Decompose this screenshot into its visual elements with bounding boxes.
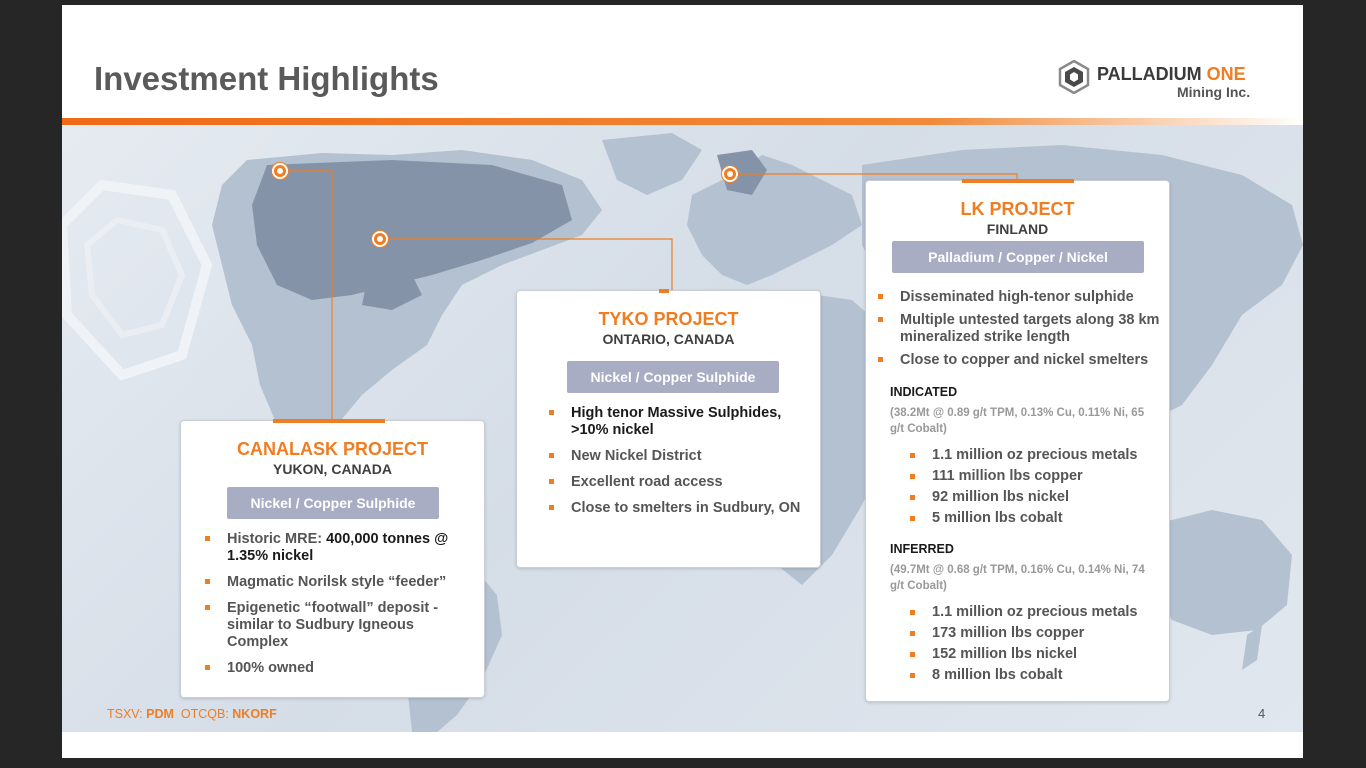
list-item: Epigenetic “footwall” deposit - similar to Sudbury Igneous Complex	[203, 600, 473, 651]
list-item: 5 million lbs cobalt	[908, 510, 1168, 527]
inferred-list	[908, 604, 1168, 688]
list-item: 152 million lbs nickel	[908, 646, 1168, 663]
indicated-label: INDICATED	[890, 385, 958, 399]
canalask-project-card	[180, 420, 485, 698]
slide-title: Investment Highlights	[94, 60, 439, 97]
card-location: ONTARIO, CANADA	[602, 331, 735, 347]
logo-wordmark: PALLADIUM ONE	[1097, 64, 1246, 84]
list-item: 1.1 million oz precious metals	[908, 447, 1168, 464]
list-item: 173 million lbs copper	[908, 625, 1168, 642]
list-item: 92 million lbs nickel	[908, 489, 1168, 506]
list-item: High tenor Massive Sulphides, >10% nickel	[547, 405, 809, 439]
card-title: CANALASK PROJECT	[236, 439, 428, 459]
list-item: 111 million lbs copper	[908, 468, 1168, 485]
list-item: 8 million lbs cobalt	[908, 667, 1168, 684]
commodity-pill: Nickel / Copper Sulphide	[567, 361, 779, 393]
commodity-pill: Nickel / Copper Sulphide	[227, 487, 439, 519]
card-title: LK PROJECT	[960, 199, 1075, 219]
list-item: 1.1 million oz precious metals	[908, 604, 1168, 621]
slide	[62, 5, 1303, 758]
list-item: Historic MRE: 400,000 tonnes @ 1.35% nickel	[203, 531, 473, 565]
canalask-bullets	[203, 531, 473, 686]
list-item: Close to copper and nickel smelters	[876, 352, 1166, 369]
card-accent-bar	[962, 179, 1074, 183]
logo-hexagon-icon	[1057, 60, 1091, 94]
commodity-pill: Palladium / Copper / Nickel	[892, 241, 1144, 273]
company-logo	[1057, 60, 1267, 110]
list-item: 100% owned	[203, 660, 473, 677]
ticker-footer: TSXV: PDM OTCQB: NKORF	[107, 707, 277, 721]
card-location: YUKON, CANADA	[273, 461, 392, 477]
card-accent-bar	[659, 289, 669, 293]
list-item: Magmatic Norilsk style “feeder”	[203, 574, 473, 591]
list-item: Disseminated high-tenor sulphide	[876, 289, 1166, 306]
list-item: Close to smelters in Sudbury, ON	[547, 500, 809, 517]
list-item: Excellent road access	[547, 474, 809, 491]
header-stripe	[62, 118, 1303, 125]
inferred-label: INFERRED	[890, 542, 954, 556]
logo-subtitle: Mining Inc.	[1177, 84, 1251, 100]
card-accent-bar	[273, 419, 385, 423]
lk-map-marker[interactable]	[722, 166, 738, 182]
canalask-map-marker[interactable]	[272, 163, 288, 179]
list-item: Multiple untested targets along 38 km mineralized strike length	[876, 312, 1166, 346]
indicated-note: (38.2Mt @ 0.89 g/t TPM, 0.13% Cu, 0.11% Ni, 65 g/t Cobalt)	[890, 407, 1145, 435]
page-number: 4	[1258, 706, 1266, 721]
list-item: New Nickel District	[547, 448, 809, 465]
inferred-note: (49.7Mt @ 0.68 g/t TPM, 0.16% Cu, 0.14% Ni, 74 g/t Cobalt)	[890, 564, 1145, 592]
indicated-list	[908, 447, 1168, 531]
tyko-bullets	[547, 405, 809, 526]
tyko-map-marker[interactable]	[372, 231, 388, 247]
tyko-project-card	[516, 290, 821, 568]
lk-bullets	[876, 289, 1166, 378]
lk-project-card	[865, 180, 1170, 702]
card-title: TYKO PROJECT	[598, 309, 739, 329]
card-location: FINLAND	[986, 221, 1049, 237]
